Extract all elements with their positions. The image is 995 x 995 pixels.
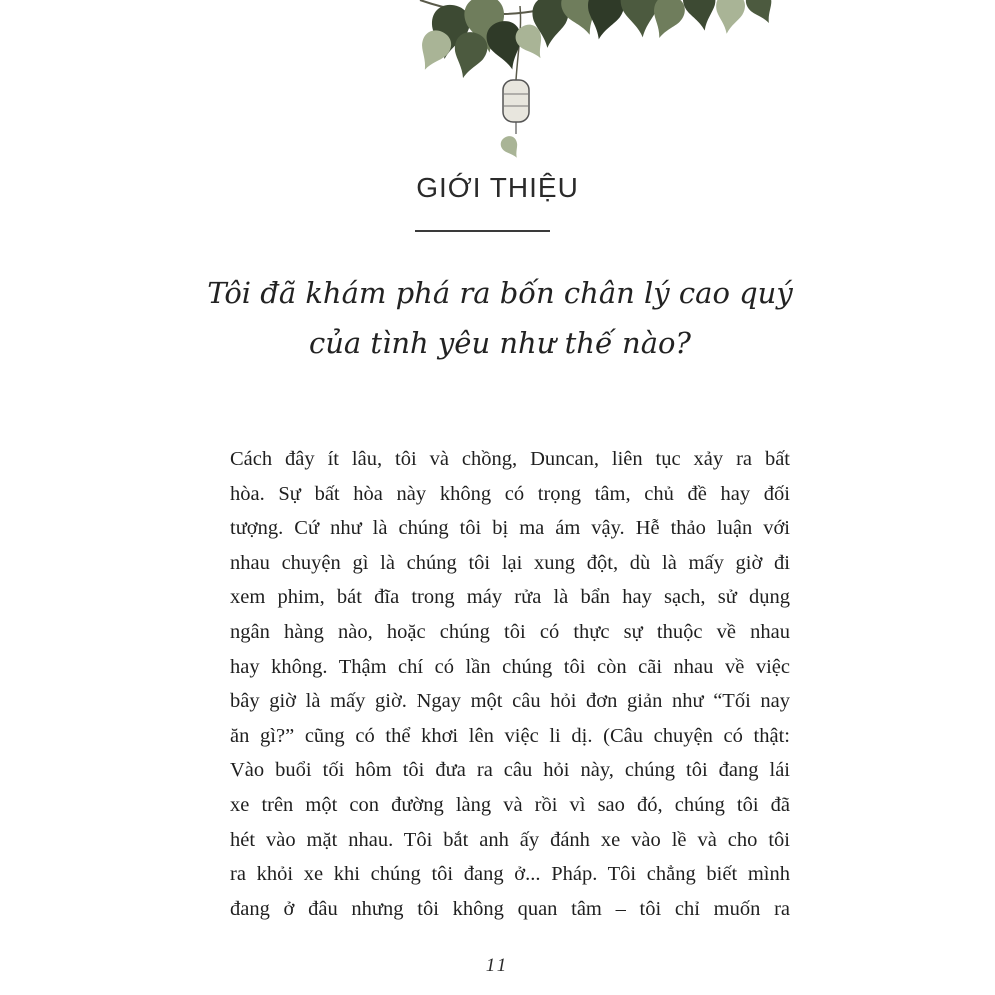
body-line: hét vào mặt nhau. Tôi bắt anh ấy đánh xe vào lề và cho tôi: [230, 828, 790, 851]
body-line: ra khỏi xe khi chúng tôi đang ở... Pháp. Tôi chẳng biết mình: [230, 863, 790, 886]
title-divider: [415, 230, 550, 232]
chapter-title: GIỚI THIỆU: [416, 172, 579, 203]
subtitle-line: của tình yêu như thế nào?: [309, 326, 691, 360]
body-line: nhau chuyện gì là chúng tôi lại xung đột, dù là mấy giờ đi: [230, 551, 790, 574]
body-line: đang ở đâu nhưng tôi không quan tâm – tôi chỉ muốn ra: [230, 897, 790, 920]
body-line: xem phim, bát đĩa trong máy rửa là bẩn hay sạch, sử dụng: [230, 586, 790, 609]
chapter-subtitle: [180, 268, 820, 368]
wind-chime-bell-icon: [498, 80, 529, 162]
body-line: ngân hàng nào, hoặc chúng tôi có thực sự thuộc về nhau: [230, 620, 790, 643]
body-line: hòa. Sự bất hòa này không có trọng tâm, chủ đề hay đối: [230, 482, 790, 505]
leaf-cluster-icon: [412, 0, 781, 82]
body-paragraph: [230, 442, 790, 926]
body-line: tượng. Cứ như là chúng tôi bị ma ám vậy. Hễ thảo luận với: [230, 517, 790, 540]
body-line: Cách đây ít lâu, tôi và chồng, Duncan, liên tục xảy ra bất: [230, 448, 790, 470]
body-line: xe trên một con đường làng và rồi vì sao đó, chúng tôi đã: [230, 793, 790, 816]
subtitle-line: Tôi đã khám phá ra bốn chân lý cao quý: [207, 276, 793, 310]
hanging-leaves-bell-illustration: [400, 0, 790, 165]
page-number: 11: [485, 955, 510, 976]
body-line: Vào buổi tối hôm tôi đưa ra câu hỏi này, chúng tôi đang lái: [230, 759, 790, 782]
body-line: hay không. Thậm chí có lần chúng tôi còn cãi nhau về việc: [230, 655, 790, 678]
body-line: ăn gì?” cũng có thể khơi lên việc li dị. (Câu chuyện có thật:: [230, 724, 790, 747]
body-line: bây giờ là mấy giờ. Ngay một câu hỏi đơn giản như “Tối nay: [230, 690, 790, 713]
